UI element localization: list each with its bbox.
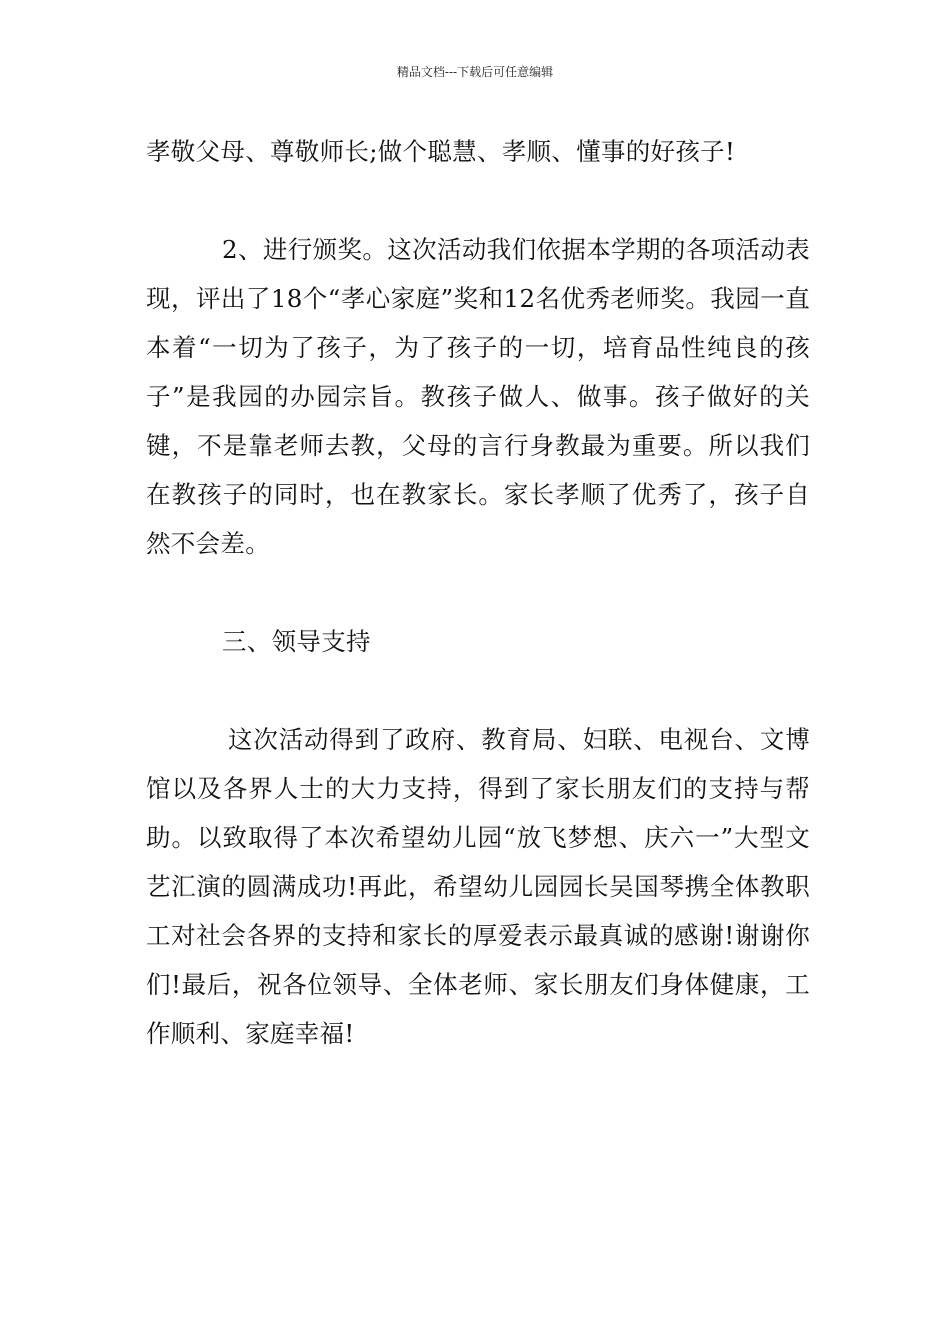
paragraph-gap: [146, 568, 810, 617]
section-heading-leadership-support: 三、领导支持: [222, 627, 371, 656]
document-body: [146, 127, 810, 1058]
paragraph-awards: 2、进行颁奖。这次活动我们依据本学期的各项活动表现，评出了18个“孝心家庭”奖和12名优秀老师奖。我园一直本着“一切为了孩子，为了孩子的一切，培育品性纯良的孩子”是我园的办园宗旨。教孩子做人、做事。孩子做好的关键，不是靠老师去教，父母的言行身教最为重要。所以我们在教孩子的同时，也在教家长。家长孝顺了优秀了，孩子自然不会差。: [146, 235, 810, 558]
paragraph-gap: [146, 666, 810, 715]
paragraph-thanks: 这次活动得到了政府、教育局、妇联、电视台、文博馆以及各界人士的大力支持，得到了家长朋友们的支持与帮助。以致取得了本次希望幼儿园“放飞梦想、庆六一”大型文艺汇演的圆满成功!再此，希望幼儿园园长吴国琴携全体教职工对社会各界的支持和家长的厚爱表示最真诚的感谢!谢谢你们!最后，祝各位领导、全体老师、家长朋友们身体健康，工作顺利、家庭幸福!: [146, 725, 810, 1048]
page-header: 精品文档---下载后可任意编辑: [396, 65, 554, 79]
paragraph-gap: [146, 176, 810, 225]
paragraph-closing-line: 孝敬父母、尊敬师长;做个聪慧、孝顺、懂事的好孩子!: [146, 137, 736, 166]
